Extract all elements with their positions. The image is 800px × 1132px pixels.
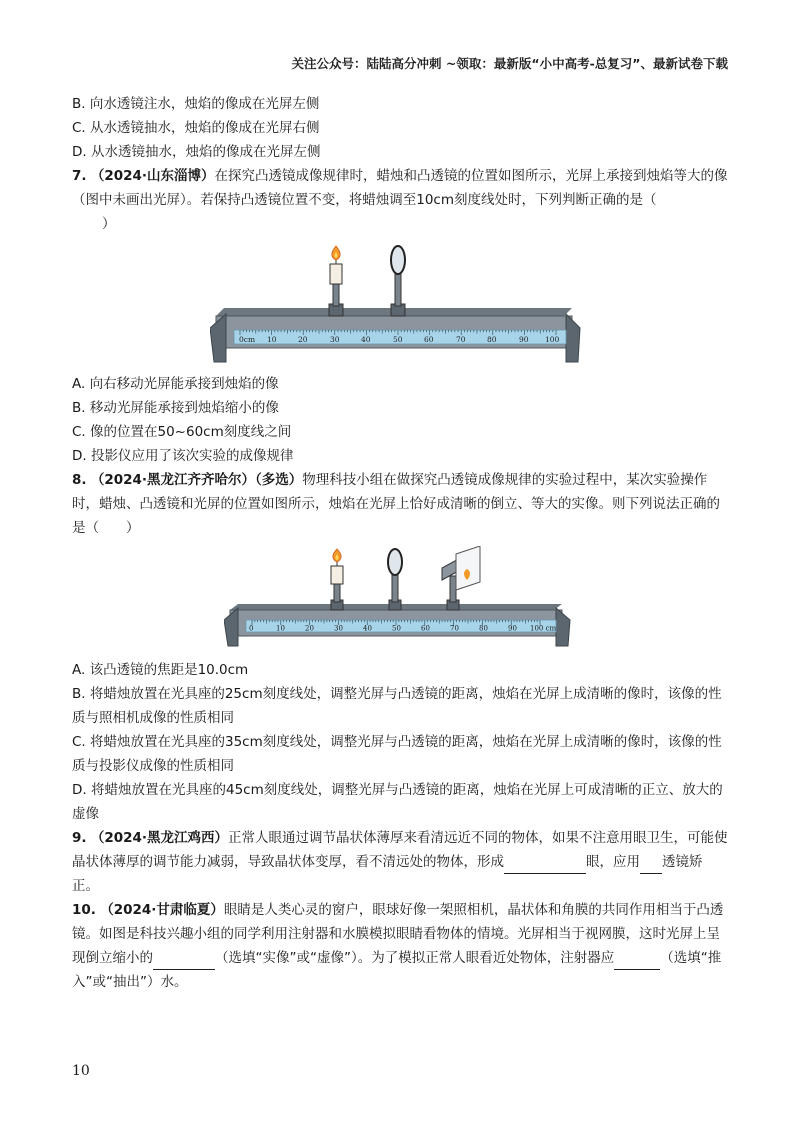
question-7-stem: 在探究凸透镜成像规律时，蜡烛和凸透镜的位置如图所示，光屏上承接到烛焰等大的像（图中未画出光屏）。若保持凸透镜位置不变，将蜡烛调至10cm刻度线处时，下列判断正确的是（ [72,168,728,208]
candle [331,549,343,610]
scale-label: 70 [450,624,459,633]
question-10 [72,898,728,994]
question-7-option-d: D. 投影仪应用了该次实验的成像规律 [72,448,294,464]
scale-label: 40 [363,624,372,633]
question-8-number: 8. [72,472,87,488]
answer-blank[interactable] [153,951,215,970]
scale-label: 80 [487,335,497,344]
question-7-option-c: C. 像的位置在50~60cm刻度线之间 [72,424,292,440]
question-7-number: 7. [72,168,87,184]
answer-blank[interactable] [614,951,660,970]
convex-lens [388,549,402,610]
scale-label: 50 [393,335,403,344]
question-9-stem-c: 透镜矫正。 [72,854,703,894]
question-8-option-a: A. 该凸透镜的焦距是10.0cm [72,662,249,678]
question-7 [72,164,728,236]
page-number: 10 [72,1063,90,1079]
scale-label: 90 [519,335,529,344]
scale-label: 70 [456,335,466,344]
question-7-source: （2024·山东淄博） [90,168,215,184]
answer-blank[interactable] [640,855,662,874]
scale-label: 40 [361,335,371,344]
question-10-stem-a: 眼睛是人类心灵的窗户，眼球好像一架照相机，晶状体和角膜的共同作用相当于凸透镜。如图是科技兴趣小组的同学利用注射器和水膜模拟眼睛看物体的情境。光屏相当于视网膜，这时光屏上呈现倒立缩小的 [72,902,724,966]
question-8-tag: （多选） [255,472,303,488]
scale-label: 60 [421,624,430,633]
question-10-stem-c: （选填“推入”或“抽出”）水。 [72,950,722,990]
scale-label: 50 [392,624,401,633]
convex-lens [391,246,405,316]
scale-label: 90 [508,624,517,633]
scale-label: 20 [298,335,308,344]
question-9-source: （2024·黑龙江鸡西） [90,830,229,846]
question-9-stem-a: 正常人眼通过调节晶状体薄厚来看清远近不同的物体，如果不注意用眼卫生，可能使晶状体薄厚的调节能力减弱，导致晶状体变厚，看不清远处的物体，形成 [72,830,728,870]
question-8-stem: 物理科技小组在做探究凸透镜成像规律的实验过程中，某次实验操作时，蜡烛、凸透镜和光屏的位置如图所示，烛焰在光屏上恰好成清晰的倒立、等大的实像。则下列说法正确的是（ ） [72,472,720,536]
scale-label: 30 [334,624,343,633]
question-8-source: （2024·黑龙江齐齐哈尔） [90,472,256,488]
question-7-option-a: A. 向右移动光屏能承接到烛焰的像 [72,376,279,392]
question-7-option-b: B. 移动光屏能承接到烛焰缩小的像 [72,400,279,416]
question-7-close: ） [102,216,116,232]
scale-label: 100 [545,335,560,344]
question-10-stem-b: （选填“实像”或“虚像”）。为了模拟正常人眼看近处物体，注射器应 [215,950,615,966]
scale-label: 0cm [239,335,256,344]
question-8-option-c: C. 将蜡烛放置在光具座的35cm刻度线处，调整光屏与凸透镜的距离，烛焰在光屏上成清晰的像时，该像的性质与投影仪成像的性质相同 [72,734,722,774]
prev-option-b: B. 向水透镜注水，烛焰的像成在光屏左侧 [72,96,320,112]
light-screen [442,546,480,610]
prev-option-c: C. 从水透镜抽水，烛焰的像成在光屏右侧 [72,120,320,136]
question-8-option-b: B. 将蜡烛放置在光具座的25cm刻度线处，调整光屏与凸透镜的距离，烛焰在光屏上成清晰的像时，该像的性质与照相机成像的性质相同 [72,686,722,726]
question-9-stem-b: 眼，应用 [586,854,640,870]
optical-bench-figure-8 [224,546,572,654]
candle [329,246,343,316]
scale-label: 100 cm [530,624,557,633]
question-9-number: 9. [72,830,87,846]
scale-label: 30 [330,335,340,344]
question-8 [72,468,728,540]
scale-label: 80 [479,624,488,633]
question-8-option-d: D. 将蜡烛放置在光具座的45cm刻度线处，调整光屏与凸透镜的距离，烛焰在光屏上可成清晰的正立、放大的虚像 [72,782,723,822]
scale-label: 10 [267,335,277,344]
scale-label: 20 [305,624,314,633]
question-9 [72,826,728,898]
question-10-source: （2024·甘肃临夏） [100,902,224,918]
prev-option-d: D. 从水透镜抽水，烛焰的像成在光屏左侧 [72,144,321,160]
scale-label: 60 [424,335,434,344]
optical-bench-figure-7 [210,244,582,372]
question-10-number: 10. [72,902,96,918]
page-content [72,92,728,994]
scale-label: 0 [249,624,254,633]
scale-label: 10 [276,624,285,633]
page-header: 关注公众号：陆陆高分冲刺 ~领取：最新版“小中高考-总复习”、最新试卷下载 [291,56,728,71]
answer-blank[interactable] [504,855,586,874]
